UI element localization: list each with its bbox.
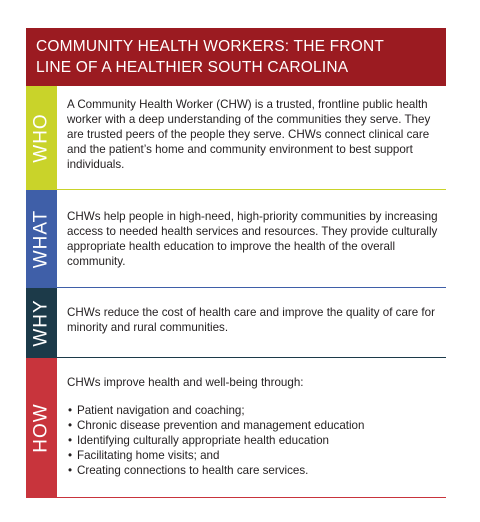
list-item: • Chronic disease prevention and management education [67, 418, 440, 433]
list-item: • Patient navigation and coaching; [67, 403, 440, 418]
section-how [26, 358, 446, 498]
how-bullet-list [67, 403, 440, 478]
title-line-1: COMMUNITY HEALTH WORKERS: THE FRONT [36, 38, 385, 55]
why-tab [26, 288, 57, 358]
how-tab [26, 358, 57, 498]
section-who [26, 86, 446, 190]
why-label: WHY [30, 299, 52, 347]
title-line-2: LINE OF A HEALTHIER SOUTH CAROLINA [36, 59, 349, 76]
section-why [26, 288, 446, 358]
why-text: CHWs reduce the cost of health care and improve the quality of care for minority and rural communities. [67, 306, 435, 334]
list-item: • Identifying culturally appropriate health education [67, 433, 440, 448]
how-divider [57, 497, 446, 499]
list-item: • Facilitating home visits; and [67, 448, 440, 463]
list-item: • Creating connections to health care services. [67, 463, 440, 478]
title-banner [26, 28, 446, 86]
section-what [26, 190, 446, 288]
who-text: A Community Health Worker (CHW) is a trusted, frontline public health worker with a deep understanding of the communities they serve. They are trusted peers of the people they serve. CHWs connect clinical care and the patient’s home and community environment to best support individuals. [67, 98, 431, 171]
what-label: WHAT [30, 209, 52, 269]
what-text: CHWs help people in high-need, high-priority communities by increasing access to needed health services and resources. They provide culturally appropriate health education to improve the health of the overall community. [67, 210, 438, 268]
how-label: HOW [30, 403, 52, 453]
who-tab [26, 86, 57, 190]
who-label: WHO [30, 113, 52, 163]
how-intro: CHWs improve health and well-being through: [67, 376, 304, 389]
chw-infographic [26, 28, 446, 498]
what-tab [26, 190, 57, 288]
